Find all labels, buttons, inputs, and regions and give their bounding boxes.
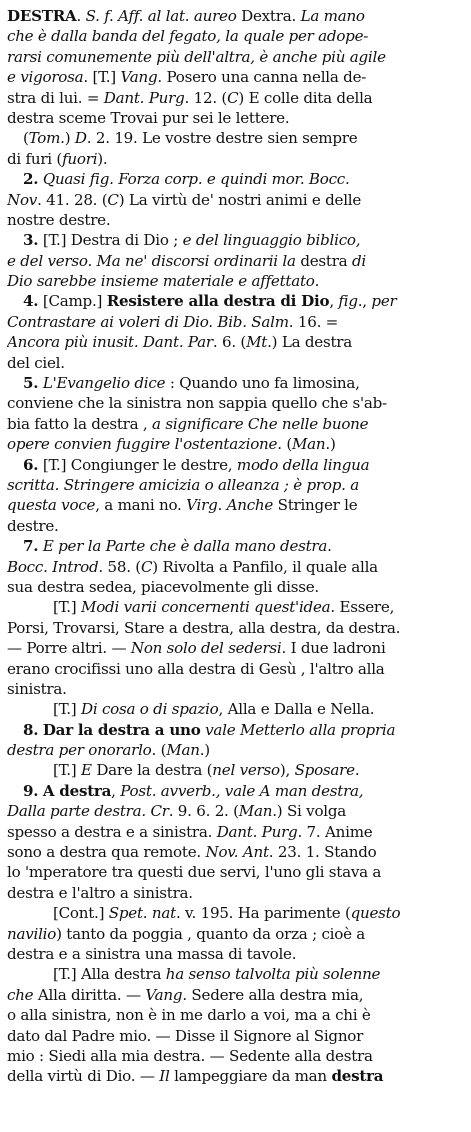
text-line: Bocc. Introd. 58. (C) Rivolta a Panfilo, il quale alla — [7, 557, 378, 576]
text-line: e vigorosa. [T.] Vang. Posero una canna nella de- — [7, 68, 367, 87]
text-line: spesso a destra e a sinistra. Dant. Purg. 7. Anime — [7, 822, 373, 841]
text-line: scritta. Stringere amicizia o alleanza ; è prop. a — [7, 475, 359, 494]
text-line: navilio) tanto da poggia , quanto da orza ; cioè a — [7, 924, 366, 943]
text-line: rarsi comunemente più dell'altra, è anche più agile — [7, 47, 386, 66]
text-line: — Porre altri. — Non solo del sedersi. I due ladroni — [7, 639, 386, 658]
text-line: stra di lui. = Dant. Purg. 12. (C) E colle dita della — [7, 88, 373, 107]
text-line: destra e l'altro a sinistra. — [7, 883, 193, 902]
text-line: destra e a sinistra una massa di tavole. — [7, 944, 297, 963]
text-line: 3. [T.] Destra di Dio ; e del linguaggio biblico, — [23, 231, 361, 250]
text-line: 8. Dar la destra a uno vale Metterlo alla propria — [23, 720, 396, 739]
text-line: sua destra sedea, piacevolmente gli disse. — [7, 577, 319, 596]
text-line: opere convien fuggire l'ostentazione. (Man.) — [7, 435, 336, 454]
text-line: [T.] Alla destra ha senso talvolta più solenne — [53, 965, 381, 984]
text-line: Dalla parte destra. Cr. 9. 6. 2. (Man.) Si volga — [7, 802, 347, 821]
text-line: Dio sarebbe insieme materiale e affettato. — [7, 272, 320, 291]
text-line: che Alla diritta. — Vang. Sedere alla destra mia, — [7, 985, 364, 1004]
text-line: 6. [T.] Congiunger le destre, modo della lingua — [23, 455, 370, 474]
text-line: 5. L'Evangelio dice : Quando uno fa limosina, — [23, 374, 360, 393]
text-line: 9. A destra, Post. avverb., vale A man destra, — [23, 781, 364, 800]
text-line: [T.] E Dare la destra (nel verso), Sposare. — [53, 761, 360, 780]
text-line: bia fatto la destra , a significare Che nelle buone — [7, 414, 369, 433]
text-line: sinistra. — [7, 679, 67, 698]
text-line: questa voce, a mani no. Virg. Anche Stringer le — [7, 496, 358, 515]
text-line: Contrastare ai voleri di Dio. Bib. Salm. 16. = — [7, 312, 339, 331]
text-line: dato dal Padre mio. — Disse il Signore al Signor — [7, 1026, 364, 1045]
text-line: nostre destre. — [7, 210, 111, 229]
text-line: e del verso. Ma ne' discorsi ordinarii la destra di — [7, 251, 366, 270]
text-line: destra sceme Trovai pur sei le lettere. — [7, 108, 290, 127]
text-line: 2. Quasi fig. Forza corp. e quindi mor. Bocc. — [23, 170, 350, 189]
text-line: conviene che la sinistra non sappia quello che s'ab- — [7, 394, 387, 413]
text-line: 7. E per la Parte che è dalla mano destra. — [23, 537, 332, 556]
text-line: lo 'mperatore tra questi due servi, l'uno gli stava a — [7, 863, 382, 882]
text-line: Nov. 41. 28. (C) La virtù de' nostri animi e delle — [7, 190, 362, 209]
text-line: sono a destra qua remote. Nov. Ant. 23. 1. Stando — [7, 843, 377, 862]
text-line: mio : Siedi alla mia destra. — Sedente alla destra — [7, 1046, 373, 1065]
text-line: erano crocifissi uno alla destra di Gesù , l'altro alla — [7, 659, 385, 678]
text-line: di furi (fuori). — [7, 149, 108, 168]
text-line: [T.] Modi varii concernenti quest'idea. Essere, — [53, 598, 395, 617]
text-line: DESTRA. S. f. Aff. al lat. aureo Dextra. La mano — [7, 7, 365, 25]
text-line: 4. [Camp.] Resistere alla destra di Dio, fig., per — [23, 292, 397, 311]
text-line: Ancora più inusit. Dant. Par. 6. (Mt.) La destra — [7, 333, 353, 352]
text-line: che è dalla banda del fegato, la quale per adope- — [7, 27, 369, 46]
text-line: [Cont.] Spet. nat. v. 195. Ha parimente (questo — [53, 904, 401, 923]
text-line: [T.] Di cosa o di spazio, Alla e Dalla e Nella. — [53, 700, 375, 719]
text-line: Porsi, Trovarsi, Stare a destra, alla destra, da destra. — [7, 618, 401, 637]
text-line: del ciel. — [7, 353, 65, 372]
text-line: della virtù di Dio. — Il lampeggiare da man destra — [7, 1067, 384, 1086]
text-line: o alla sinistra, non è in me darlo a voi, ma a chi è — [7, 1006, 371, 1025]
text-line: (Tom.) D. 2. 19. Le vostre destre sien sempre — [23, 129, 358, 148]
dictionary-entry-destra — [7, 6, 464, 1087]
text-line: destre. — [7, 516, 59, 535]
text-line: destra per onorarlo. (Man.) — [7, 741, 210, 760]
